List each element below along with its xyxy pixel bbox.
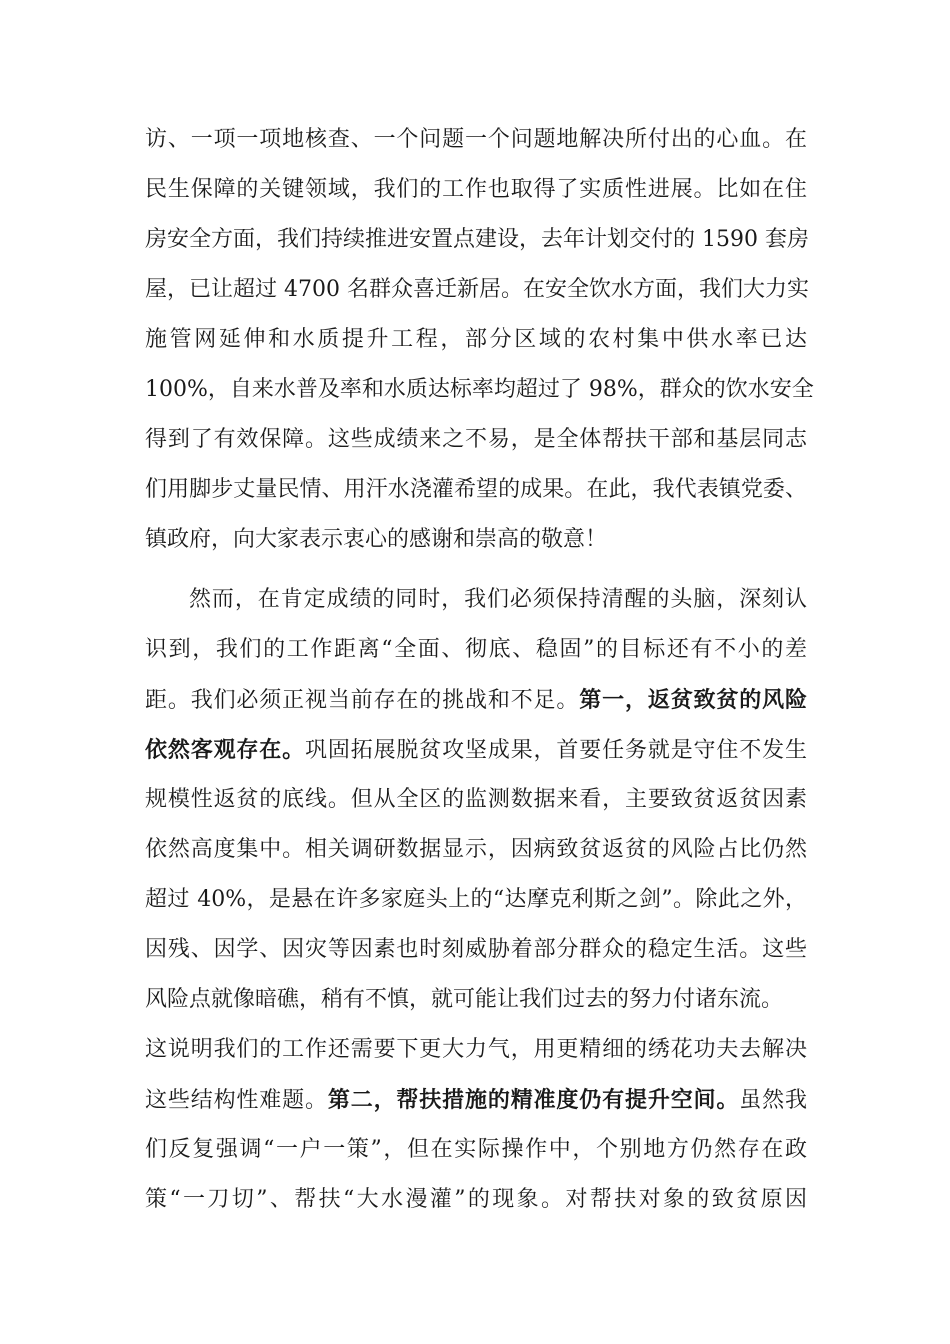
text-line — [145, 732, 807, 782]
text-line — [145, 222, 807, 272]
paragraph — [145, 122, 814, 572]
text-line — [145, 122, 807, 172]
body-text: 施管网延伸和水质提升工程，部分区域的农村集中供水率已达 — [145, 327, 807, 352]
body-text: 距。我们必须正视当前存在的挑战和不足。 — [145, 688, 580, 713]
body-text: 这些结构性难题。 — [145, 1088, 328, 1113]
text-line — [145, 582, 807, 632]
text-line — [145, 422, 807, 472]
body-text: 这说明我们的工作还需要下更大力气，用更精细的绣花功夫去解决 — [145, 1037, 807, 1062]
text-line — [145, 782, 807, 832]
body-text: 因残、因学、因灾等因素也时刻威胁着部分群众的稳定生活。这些 — [145, 937, 807, 962]
bold-text: 第一，返贫致贫的风险 — [579, 687, 807, 713]
body-text: 然而，在肯定成绩的同时，我们必须保持清醒的头脑，深刻认 — [189, 587, 807, 612]
text-line — [145, 1132, 807, 1182]
body-text: 虽然我 — [739, 1088, 807, 1113]
body-text: 们反复强调“一户一策”，但在实际操作中，个别地方仍然存在政 — [145, 1137, 807, 1162]
text-line — [145, 632, 807, 682]
text-line — [145, 932, 807, 982]
document-page — [145, 122, 814, 1232]
text-line — [145, 322, 807, 372]
body-text: 镇政府，向大家表示衷心的感谢和崇高的敬意！ — [145, 527, 608, 552]
body-text: 得到了有效保障。这些成绩来之不易，是全体帮扶干部和基层同志 — [145, 427, 807, 452]
text-line — [145, 172, 807, 222]
text-line — [145, 272, 807, 322]
body-text: 巩固拓展脱贫攻坚成果，首要任务就是守住不发生 — [305, 738, 807, 763]
text-line — [145, 1182, 807, 1232]
body-text: 策“一刀切”、帮扶“大水漫灌”的现象。对帮扶对象的致贫原因 — [145, 1187, 807, 1212]
text-line — [145, 372, 814, 422]
text-line — [145, 982, 807, 1032]
text-line — [145, 1082, 807, 1132]
paragraph — [145, 582, 807, 1232]
body-text: 风险点就像暗礁，稍有不慎，就可能让我们过去的努力付诸东流。 — [145, 987, 784, 1012]
body-text: 民生保障的关键领域，我们的工作也取得了实质性进展。比如在住 — [145, 177, 807, 202]
body-text: 房安全方面，我们持续推进安置点建设，去年计划交付的 1590 套房 — [145, 227, 809, 252]
body-text: 屋，已让超过 4700 名群众喜迁新居。在安全饮水方面，我们大力实 — [145, 277, 809, 302]
text-line — [145, 882, 807, 932]
text-line — [145, 682, 807, 732]
body-text: 规模性返贫的底线。但从全区的监测数据来看，主要致贫返贫因素 — [145, 787, 807, 812]
body-text: 超过 40%，是悬在许多家庭头上的“达摩克利斯之剑”。除此之外， — [145, 887, 807, 912]
body-text: 依然高度集中。相关调研数据显示，因病致贫返贫的风险占比仍然 — [145, 837, 807, 862]
text-line — [145, 1032, 807, 1082]
bold-text: 依然客观存在。 — [145, 737, 305, 763]
body-text: 识到，我们的工作距离“全面、彻底、稳固”的目标还有不小的差 — [145, 637, 807, 662]
text-line — [145, 472, 807, 522]
body-text: 100%，自来水普及率和水质达标率均超过了 98%，群众的饮水安全 — [145, 377, 814, 402]
body-text: 访、一项一项地核查、一个问题一个问题地解决所付出的心血。在 — [145, 127, 807, 152]
text-line — [145, 832, 807, 882]
bold-text: 第二，帮扶措施的精准度仍有提升空间。 — [327, 1087, 740, 1113]
body-text: 们用脚步丈量民情、用汗水浇灌希望的成果。在此，我代表镇党委、 — [145, 477, 807, 502]
text-line — [145, 522, 807, 572]
